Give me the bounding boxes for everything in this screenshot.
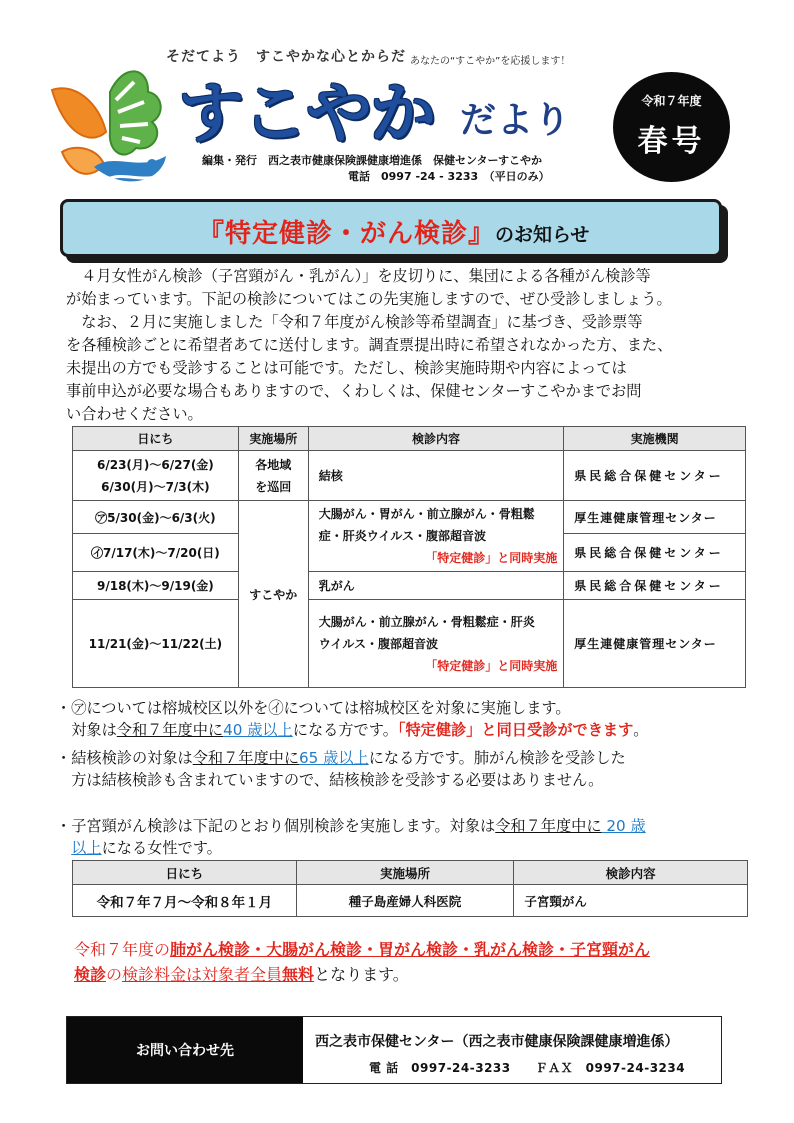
col-header-place: 実施場所	[238, 427, 308, 451]
intro-line: を各種検診ごとに希望者あてに送付します。調査票提出時に希望されなかった方、また、	[66, 336, 673, 354]
fee-line	[74, 962, 650, 987]
issue-year: 令和７年度	[641, 94, 702, 108]
col-header-content: 検診内容	[308, 427, 564, 451]
headline-banner	[60, 199, 722, 257]
content-line: 症・肝炎ウイルス・腹部超音波	[318, 529, 486, 543]
fee-free: 無料	[282, 965, 315, 984]
contact-label: お問い合わせ先	[67, 1017, 303, 1083]
row-place-sukoyaka: すこやか	[238, 501, 308, 688]
table-header-row	[73, 427, 746, 451]
note-age: 以上	[71, 839, 102, 857]
row-org: 県民総合保健センター	[564, 572, 746, 600]
newsletter-subtitle: だより	[460, 100, 572, 141]
simultaneous-note: 「特定健診」と同時実施	[425, 551, 558, 565]
note-age: 65 歳以上	[299, 749, 369, 767]
row-content	[308, 600, 564, 688]
contact-box	[66, 1016, 722, 1084]
fee-notice	[74, 937, 650, 987]
col-header-date: 日にち	[73, 861, 297, 885]
row-content: 乳がん	[308, 572, 564, 600]
date-line: 6/23(月)～6/27(金)	[96, 457, 214, 472]
row-content: 子宮頸がん	[514, 885, 748, 917]
simultaneous-note: 「特定健診」と同時実施	[425, 658, 558, 673]
row-date: 9/18(木)～9/19(金)	[73, 572, 239, 600]
fee-text: 令和７年度の	[74, 940, 171, 959]
date-line: 6/30(月)～7/3(木)	[101, 479, 210, 494]
row-date: 令和７年７月～令和８年１月	[73, 885, 297, 917]
table-row	[73, 451, 746, 501]
banner-tail: のお知らせ	[495, 224, 590, 246]
table-row	[73, 501, 746, 534]
note-underline: 令和７年度中に	[116, 721, 224, 739]
note-1	[56, 697, 648, 741]
note-3	[56, 815, 646, 859]
contact-phone-fax: 電 話 0997-24-3233 ＦＡＸ 0997-24-3234	[369, 1061, 686, 1075]
intro-line: 事前申込が必要な場合もありますので、くわしくは、保健センターすこやかまでお問	[66, 382, 642, 400]
slogan: そだてよう すこやかな心とからだ	[166, 49, 406, 65]
note-2	[56, 747, 626, 791]
col-header-org: 実施機関	[564, 427, 746, 451]
note-line	[56, 719, 648, 741]
note-age: 40 歳以上	[223, 721, 293, 739]
note-text: になる女性です。	[101, 839, 222, 857]
fee-text: の	[106, 965, 123, 984]
note-underline: 令和７年度中に	[495, 817, 602, 835]
row-org: 県民総合保健センター	[564, 451, 746, 501]
intro-line: い合わせください。	[66, 405, 203, 423]
content-line: ウイルス・腹部超音波	[318, 636, 438, 651]
row-date: ㋑7/17(木)～7/20(日)	[73, 534, 239, 572]
fee-line	[74, 937, 650, 962]
support-text: あなたの“すこやか”を応援します！	[410, 56, 571, 67]
content-line: 大腸がん・胃がん・前立腺がん・骨粗鬆	[318, 507, 535, 521]
row-date: ㋐5/30(金)～6/3(火)	[73, 501, 239, 534]
butterfly-logo-icon	[44, 52, 184, 202]
row-date	[73, 451, 239, 501]
row-org: 厚生連健康管理センター	[564, 501, 746, 534]
publisher: 編集・発行 西之表市健康保険課健康増進係 保健センターすこやか	[202, 154, 543, 167]
row-content	[308, 501, 564, 572]
schedule-table	[72, 426, 746, 688]
intro-line: 未提出の方でも受診することは可能です。ただし、検診実施時期や内容によっては	[66, 359, 627, 377]
table-header-row	[73, 861, 748, 885]
note-line: ・㋐については榕城校区以外を㋑については榕城校区を対象に実施します。	[56, 699, 571, 717]
newsletter-title: すこやか	[178, 75, 434, 152]
col-header-date: 日にち	[73, 427, 239, 451]
intro-line: が始まっています。下記の検診についてはこの先実施しますので、ぜひ受診しましょう。	[66, 290, 672, 308]
note-underline: 令和７年度中に	[192, 749, 299, 767]
row-org: 県民総合保健センター	[564, 534, 746, 572]
note-age: 20 歳	[601, 817, 646, 835]
fee-underline: 検診料金は対象者全員	[122, 965, 283, 984]
header-phone: 電話 0997 -24 - 3233 （平日のみ）	[348, 170, 550, 183]
content-line: 大腸がん・前立腺がん・骨粗鬆症・肝炎	[318, 614, 535, 629]
fee-items: 肺がん検診・大腸がん検診・胃がん検診・乳がん検診・子宮頸がん	[170, 940, 651, 959]
banner-headline: 『特定健診・がん検診』	[198, 219, 496, 249]
intro-line: なお、２月に実施しました「令和７年度がん検診等希望調査」に基づき、受診票等	[66, 313, 643, 331]
intro-paragraph	[66, 265, 746, 426]
note-text: ・子宮頸がん検診は下記のとおり個別検診を実施します。対象は	[56, 817, 496, 835]
note-line	[56, 747, 626, 769]
note-line	[56, 837, 646, 859]
place-line: を巡回	[255, 479, 292, 494]
note-text: になる方です。	[292, 721, 398, 739]
fee-text: となります。	[314, 965, 409, 984]
row-place	[238, 451, 308, 501]
table-row	[73, 572, 746, 600]
col-header-place: 実施場所	[296, 861, 514, 885]
cervical-table	[72, 860, 748, 917]
note-text: 対象は	[56, 721, 117, 739]
table-row	[73, 885, 748, 917]
intro-line: ４月女性がん検診（子宮頸がん・乳がん）」を皮切りに、集団による各種がん検診等	[66, 267, 651, 285]
note-highlight: 「特定健診」と同日受診ができます	[397, 721, 634, 739]
col-header-content: 検診内容	[514, 861, 748, 885]
row-content: 結核	[308, 451, 564, 501]
place-line: 各地域	[255, 457, 292, 472]
note-text: になる方です。肺がん検診を受診した	[368, 749, 626, 767]
note-line	[56, 815, 646, 837]
row-org: 厚生連健康管理センター	[564, 600, 746, 688]
row-place: 種子島産婦人科医院	[296, 885, 514, 917]
note-line: 方は結核検診も含まれていますので、結核検診を受診する必要はありません。	[56, 771, 604, 789]
issue-badge	[613, 72, 730, 182]
table-row	[73, 600, 746, 688]
contact-org: 西之表市保健センター（西之表市健康保険課健康増進係）	[315, 1034, 679, 1050]
issue-name: 春号	[637, 124, 706, 159]
fee-items: 検診	[74, 965, 107, 984]
note-text: ・結核検診の対象は	[56, 749, 193, 767]
note-text: 。	[633, 721, 649, 739]
row-date: 11/21(金)～11/22(土)	[73, 600, 239, 688]
